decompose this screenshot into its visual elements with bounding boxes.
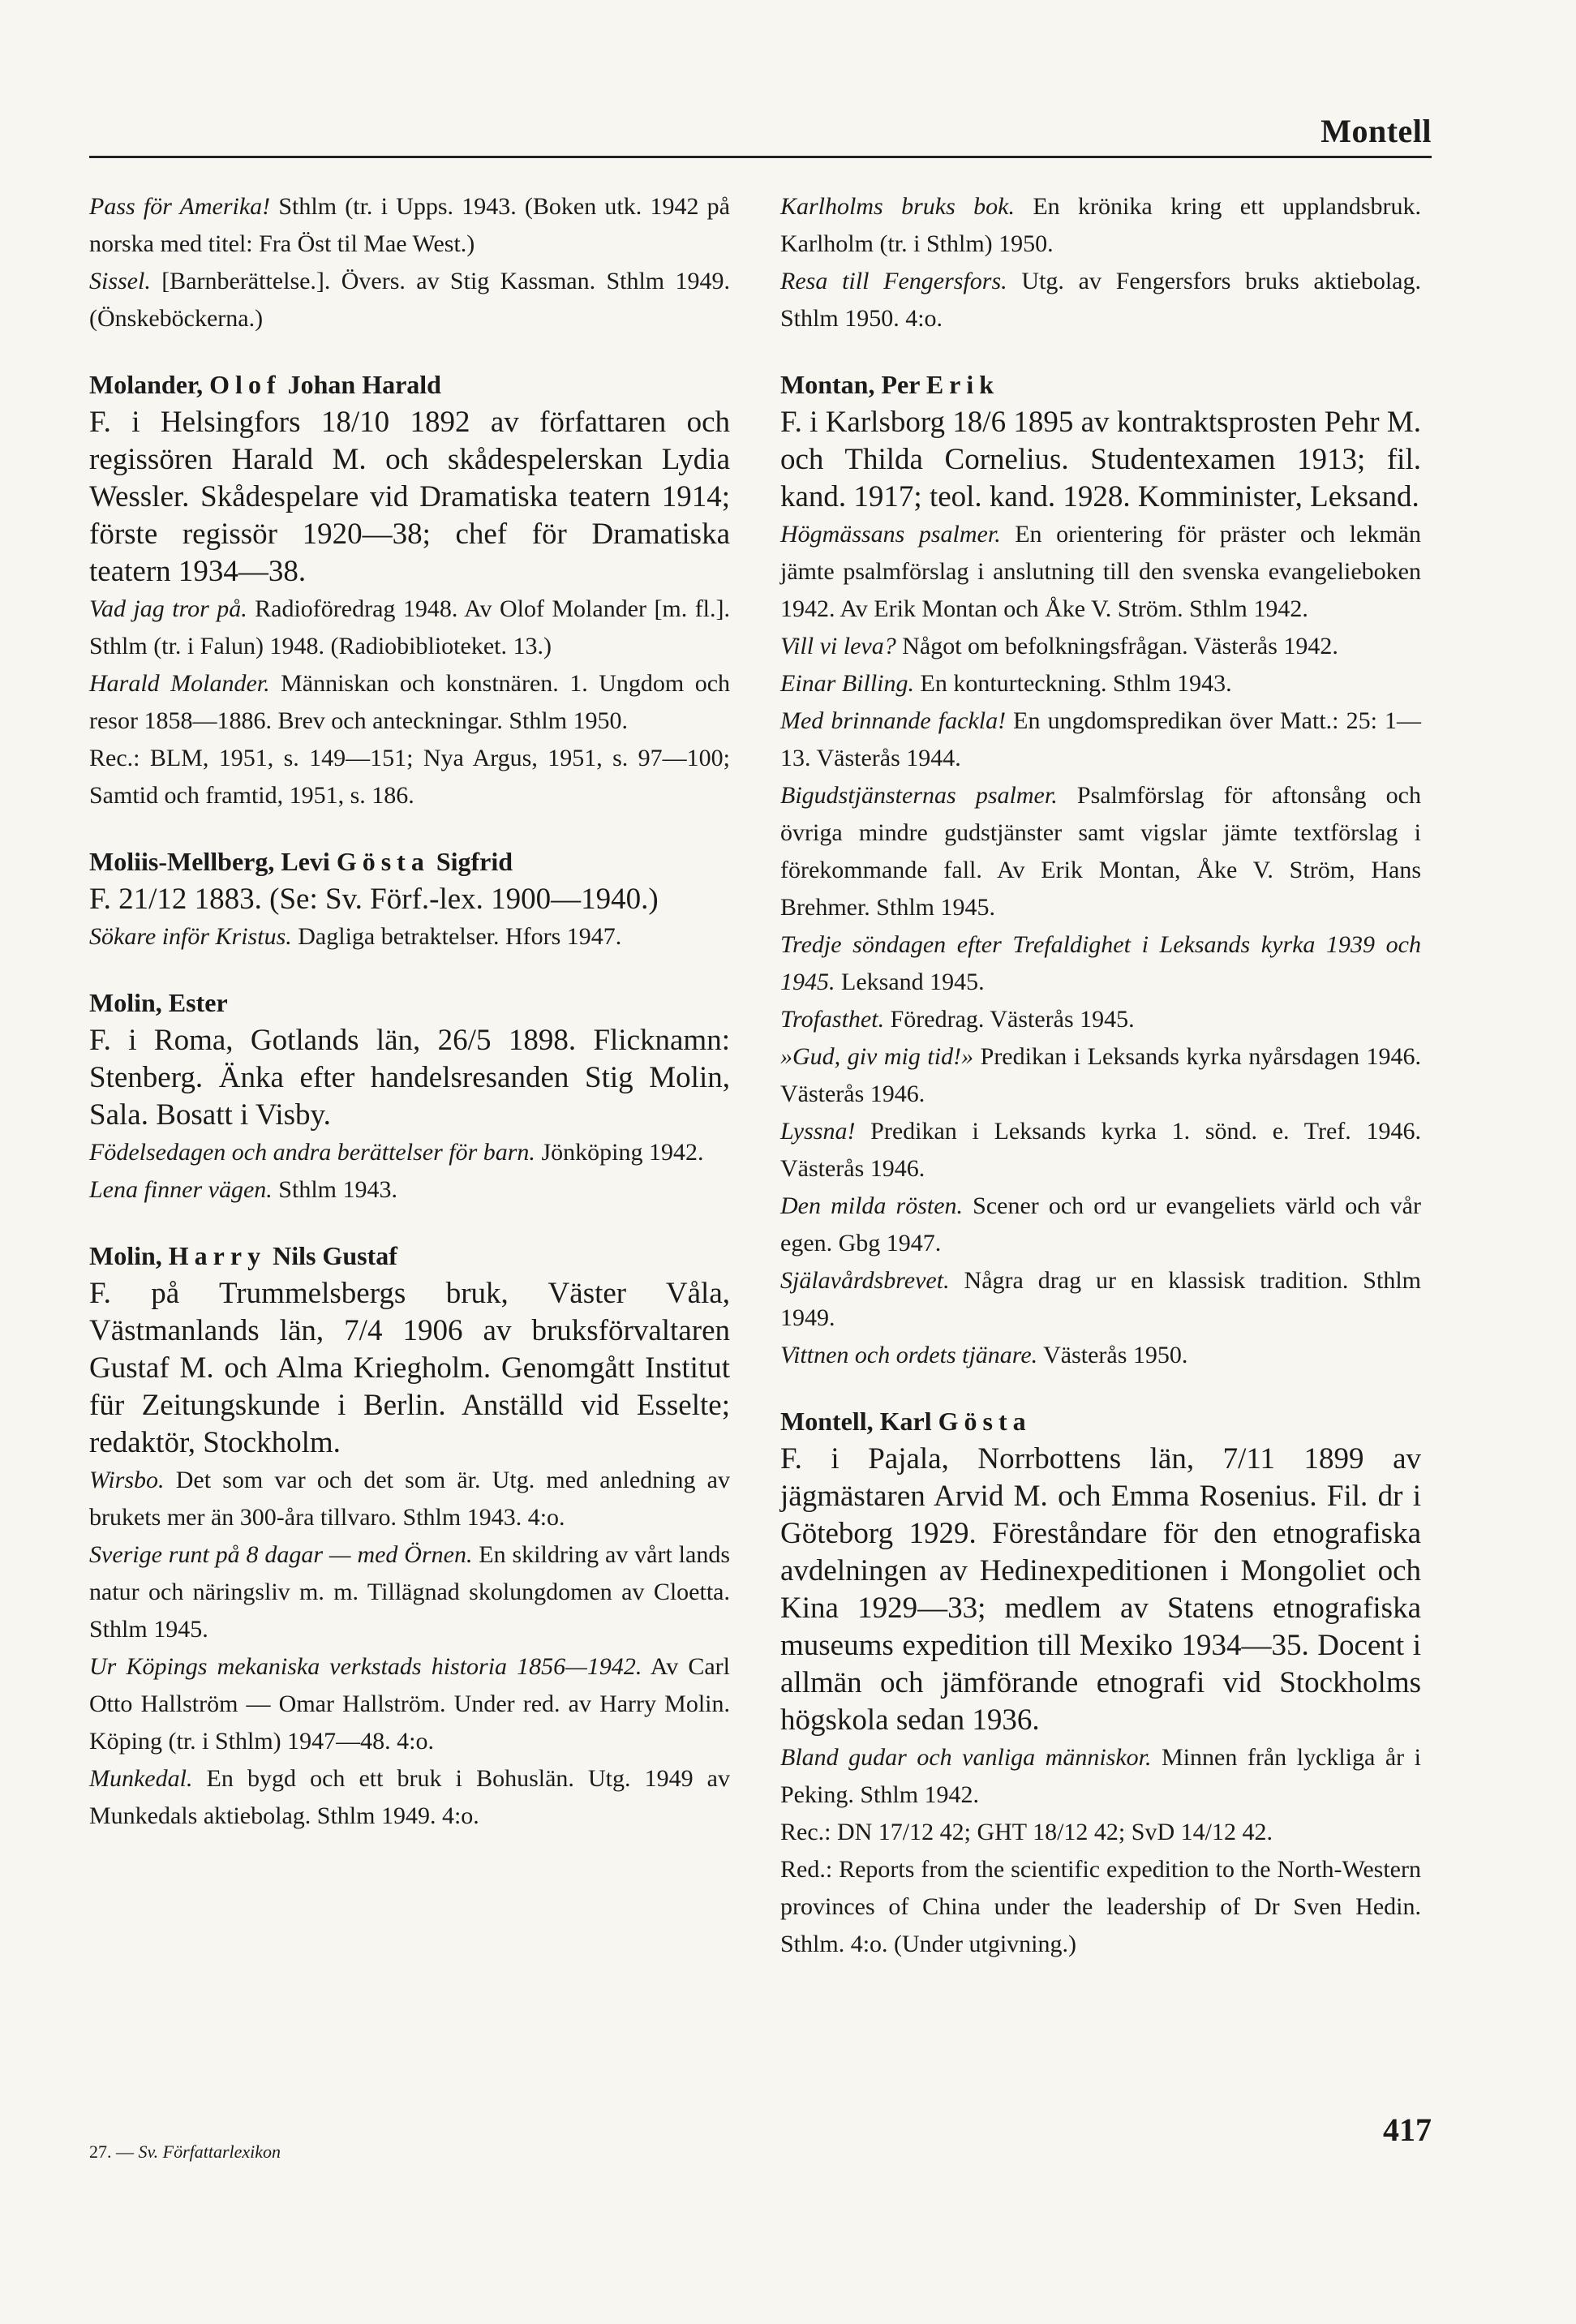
work-item (780, 263, 1421, 337)
work-title: Ur Köpings mekaniska verkstads historia 1856—1942. (89, 1653, 642, 1680)
work-text: Sthlm (tr. i Upps. 1943. (Boken utk. 1942 på norska med titel: Fra Öst til Mae West.) (89, 193, 730, 257)
work-title: Födelsedagen och andra berättelser för barn. (89, 1139, 535, 1166)
work-title: Bland gudar och vanliga människor. (780, 1744, 1152, 1771)
given-name-spaced: Harry (168, 1241, 267, 1270)
work-text: Några drag ur en klassisk tradition. Sthlm 1949. (780, 1267, 1421, 1331)
work-text: En ungdomspredikan över Matt.: 25: 1—13. Västerås 1944. (780, 707, 1422, 771)
work-item (89, 591, 730, 665)
work-text: Föredrag. Västerås 1945. (884, 1006, 1135, 1033)
work-text: Det som var och det som är. Utg. med anledning av brukets mer än 300-åra tillvaro. Sthlm 1943. 4:o. (89, 1467, 730, 1531)
work-item (89, 1648, 730, 1760)
work-item (780, 1262, 1421, 1337)
signature-title: Sv. Författarlexikon (138, 2141, 281, 2162)
page-number: 417 (1383, 2111, 1432, 2148)
work-text: Av Carl Otto Hallström — Omar Hallström. Under red. av Harry Molin. Köping (tr. i Sthlm) 1947—48. 4:o. (89, 1653, 730, 1755)
author-entry (89, 368, 730, 814)
continuation-block (780, 188, 1421, 337)
work-title: Sverige runt på 8 dagar — med Örnen. (89, 1541, 473, 1568)
work-text: Sthlm 1943. (272, 1176, 397, 1203)
work-text: Västerås 1950. (1037, 1342, 1188, 1368)
signature-mark: 27. — (89, 2141, 139, 2162)
work-text: Jönköping 1942. (535, 1139, 704, 1166)
author-bio: F. i Helsingfors 18/10 1892 av författaren och regissören Harald M. och skådespelerskan Lydia Wessler. Skådespelare vid Dramatiska teatern 1914; förste regissör 1920—38; chef för Dramatiska teatern 1934—38. (89, 406, 730, 588)
work-text: En krönika kring ett upplandsbruk. Karlholm (tr. i Sthlm) 1950. (780, 193, 1421, 257)
running-header (89, 107, 1432, 158)
review-text: Rec.: BLM, 1951, s. 149—151; Nya Argus, 1951, s. 97—100; Samtid och framtid, 1951, s. 186. (89, 745, 730, 809)
work-text: [Barnberättelse.]. Övers. av Stig Kassman. Sthlm 1949. (Önskeböckerna.) (89, 268, 730, 332)
work-item (89, 1171, 730, 1209)
work-item (780, 516, 1421, 628)
work-text: Psalmförslag för aftonsång och övriga mindre gudstjänster samt vigslar jämte textförslag i förekommande fall. Av Erik Montan, Åke V. Ström, Hans Brehmer. Sthlm 1945. (780, 782, 1421, 921)
work-title: Tredje söndagen efter Trefaldighet i Leksands kyrka 1939 och 1945. (780, 931, 1421, 995)
editor-text: Red.: Reports from the scientific expedition to the North-Western provinces of China under the leadership of Dr Sven Hedin. Sthlm. 4:o. (Under utgivning.) (780, 1856, 1421, 1957)
work-title: Bigudstjänsternas psalmer. (780, 782, 1058, 809)
author-name: Montan, Per Erik (780, 370, 1000, 399)
given-name-spaced: Olof (209, 370, 281, 399)
work-text: Minnen från lyckliga år i Peking. Sthlm 1942. (780, 1744, 1421, 1808)
author-entry (89, 986, 730, 1209)
given-name-spaced: Erik (925, 370, 1000, 399)
work-text: Predikan i Leksands kyrka nyårsdagen 1946. Västerås 1946. (780, 1043, 1422, 1107)
work-text: Scener och ord ur evangeliets värld och vår egen. Gbg 1947. (780, 1192, 1421, 1257)
work-item (780, 1038, 1421, 1113)
author-entry (89, 845, 730, 956)
work-item (780, 702, 1421, 777)
work-text: Utg. av Fengersfors bruks aktiebolag. Sthlm 1950. 4:o. (780, 268, 1421, 332)
author-entry (780, 1405, 1421, 1963)
author-name: Molin, Harry Nils Gustaf (89, 1241, 397, 1270)
review-note (780, 1814, 1421, 1851)
author-name: Montell, Karl Gösta (780, 1407, 1032, 1436)
editor-note (780, 1851, 1421, 1963)
work-title: Lena finner vägen. (89, 1176, 273, 1203)
author-entry (780, 368, 1421, 1374)
work-text: Predikan i Leksands kyrka 1. sönd. e. Tref. 1946. Västerås 1946. (780, 1118, 1421, 1182)
author-bio: F. i Pajala, Norrbottens län, 7/11 1899 av jägmästaren Arvid M. och Emma Rosenius. Fil. dr i Göteborg 1929. Föreståndare för den etnografiska avdelningen av Hedinexpeditionen i Mongoliet och Kina 1929—33; medlem av Statens etnografiska museums expedition till Mexiko 1934—35. Docent i allmän och jämförande etnografi vid Stockholms högskola sedan 1936. (780, 1442, 1421, 1737)
right-column (780, 188, 1421, 1994)
work-item (780, 1337, 1421, 1374)
work-item (89, 1134, 730, 1171)
work-item (89, 263, 730, 337)
work-item (89, 188, 730, 263)
work-title: Sökare inför Kristus. (89, 923, 292, 950)
work-title: Munkedal. (89, 1765, 193, 1792)
left-column (89, 188, 730, 1866)
work-title: Vad jag tror på. (89, 595, 247, 622)
review-note (89, 740, 730, 814)
continuation-block (89, 188, 730, 337)
work-text: Dagliga betraktelser. Hfors 1947. (291, 923, 622, 950)
work-item (780, 665, 1421, 702)
work-title: Pass för Amerika! (89, 193, 271, 220)
work-title: Själavårdsbrevet. (780, 1267, 950, 1294)
running-title: Montell (1320, 113, 1432, 149)
work-title: Vittnen och ordets tjänare. (780, 1342, 1038, 1368)
author-bio: F. 21/12 1883. (Se: Sv. Förf.-lex. 1900—1940.) (89, 883, 659, 916)
work-title: Karlholms bruks bok. (780, 193, 1015, 220)
author-name: Molin, Ester (89, 988, 228, 1017)
work-text: Människan och konstnären. 1. Ungdom och resor 1858—1886. Brev och anteckningar. Sthlm 1950. (89, 670, 731, 734)
given-name-spaced: Gösta (938, 1407, 1032, 1436)
work-text: En konturteckning. Sthlm 1943. (914, 670, 1232, 697)
work-title: »Gud, giv mig tid!» (780, 1043, 974, 1070)
work-item (780, 1113, 1421, 1188)
work-item (89, 1760, 730, 1835)
work-title: Resa till Fengersfors. (780, 268, 1007, 294)
work-title: Harald Molander. (89, 670, 270, 697)
work-title: Högmässans psalmer. (780, 521, 1001, 548)
work-title: Vill vi leva? (780, 633, 896, 659)
work-item (89, 1462, 730, 1536)
work-item (89, 665, 730, 740)
review-text: Rec.: DN 17/12 42; GHT 18/12 42; SvD 14/12 42. (780, 1819, 1273, 1845)
work-text: En skildring av vårt lands natur och näringsliv m. m. Tillägnad skolungdomen av Cloetta. Sthlm 1945. (89, 1541, 731, 1643)
work-title: Den milda rösten. (780, 1192, 964, 1219)
author-bio: F. i Roma, Gotlands län, 26/5 1898. Flicknamn: Stenberg. Änka efter handelsresanden Stig Molin, Sala. Bosatt i Visby. (89, 1024, 730, 1132)
work-text: Radioföredrag 1948. Av Olof Molander [m. fl.]. Sthlm (tr. i Falun) 1948. (Radiobiblioteket. 13.) (89, 595, 731, 659)
work-item (780, 188, 1421, 263)
given-name-spaced: Gösta (336, 847, 430, 876)
work-title: Wirsbo. (89, 1467, 165, 1493)
work-title: Sissel. (89, 268, 151, 294)
work-item (780, 926, 1421, 1001)
author-name: Moliis-Mellberg, Levi Gösta Sigfrid (89, 847, 513, 876)
work-item (780, 1739, 1421, 1814)
work-title: Lyssna! (780, 1118, 856, 1145)
work-text: En bygd och ett bruk i Bohuslän. Utg. 1949 av Munkedals aktiebolag. Sthlm 1949. 4:o. (89, 1765, 730, 1829)
work-item (780, 1188, 1421, 1262)
work-text: Något om befolkningsfrågan. Västerås 1942. (895, 633, 1338, 659)
author-bio: F. på Trummelsbergs bruk, Väster Våla, Västmanlands län, 7/4 1906 av bruksförvaltaren Gustaf M. och Alma Kriegholm. Genomgått Institut für Zeitungskunde i Berlin. Anställd vid Esselte; redaktör, Stockholm. (89, 1277, 730, 1459)
work-item (780, 777, 1421, 926)
author-entry (89, 1239, 730, 1835)
signature-line (89, 2141, 281, 2163)
author-name: Molander, Olof Johan Harald (89, 370, 441, 399)
work-title: Med brinnande fackla! (780, 707, 1007, 734)
work-text: En orientering för präster och lekmän jämte psalmförslag i anslutning till den svenska evangelieboken 1942. Av Erik Montan och Åke V. Ström. Sthlm 1942. (780, 521, 1421, 622)
work-item (780, 628, 1421, 665)
work-text: Leksand 1945. (835, 969, 985, 995)
work-item (89, 918, 730, 956)
author-bio: F. i Karlsborg 18/6 1895 av kontraktsprosten Pehr M. och Thilda Cornelius. Studentexamen 1913; fil. kand. 1917; teol. kand. 1928. Komminister, Leksand. (780, 406, 1421, 513)
work-item (89, 1536, 730, 1648)
work-title: Einar Billing. (780, 670, 914, 697)
work-title: Trofasthet. (780, 1006, 885, 1033)
work-item (780, 1001, 1421, 1038)
